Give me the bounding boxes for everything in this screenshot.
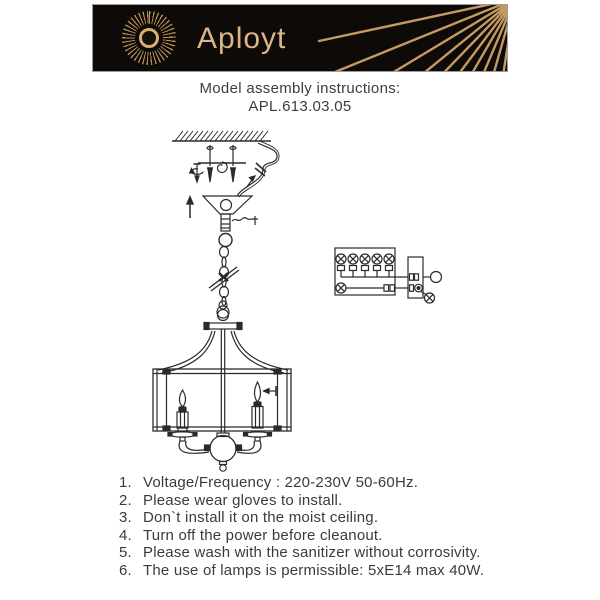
candle-bulb-left bbox=[168, 390, 197, 441]
terminal-block bbox=[408, 257, 423, 298]
screw-rotation-indicator bbox=[190, 164, 203, 182]
ceiling-symbol bbox=[172, 131, 271, 141]
brand-name: Aployt bbox=[197, 22, 287, 55]
page-title: Model assembly instructions: bbox=[199, 80, 401, 97]
lamp-symbols bbox=[336, 254, 394, 277]
list-item bbox=[119, 492, 509, 510]
mounting-screws bbox=[198, 145, 246, 182]
lift-arrow-icon bbox=[187, 197, 193, 219]
canopy-clip bbox=[232, 216, 258, 225]
item-number: 3. bbox=[119, 509, 132, 526]
item-number: 4. bbox=[119, 526, 132, 544]
neutral-terminal-symbol bbox=[431, 272, 442, 283]
list-item bbox=[119, 527, 509, 545]
item-number: 5. bbox=[119, 544, 132, 561]
wiring-diagram bbox=[335, 248, 442, 303]
list-item bbox=[119, 562, 509, 580]
list-item bbox=[119, 544, 509, 562]
item-number: 6. bbox=[119, 561, 132, 579]
wire-arrow-icon bbox=[250, 176, 256, 181]
item-number: 1. bbox=[119, 474, 132, 491]
bottom-sphere bbox=[179, 433, 261, 471]
switch-symbol bbox=[425, 293, 435, 303]
ceiling-canopy bbox=[203, 196, 258, 247]
list-item bbox=[119, 509, 509, 527]
list-item bbox=[119, 474, 509, 492]
item-number: 2. bbox=[119, 491, 132, 509]
bulb-install-screw-icon bbox=[264, 386, 277, 396]
model-number: APL.613.03.05 bbox=[248, 98, 352, 115]
drum-shade bbox=[153, 369, 291, 431]
item-text: Please wash with the sanitizer without corrosivity. bbox=[143, 544, 481, 561]
item-text: Voltage/Frequency : 220-230V 50-60Hz. bbox=[143, 474, 419, 491]
item-text: Turn off the power before cleanout. bbox=[143, 526, 383, 544]
power-wire bbox=[237, 141, 279, 197]
instruction-list bbox=[119, 474, 509, 579]
hanging-chain bbox=[209, 247, 239, 319]
chandelier-body bbox=[153, 301, 291, 471]
item-text: Please wear gloves to install. bbox=[143, 491, 343, 509]
item-text: Don`t install it on the moist ceiling. bbox=[143, 509, 379, 526]
item-text: The use of lamps is permissible: 5xE14 max 40W. bbox=[143, 561, 485, 579]
